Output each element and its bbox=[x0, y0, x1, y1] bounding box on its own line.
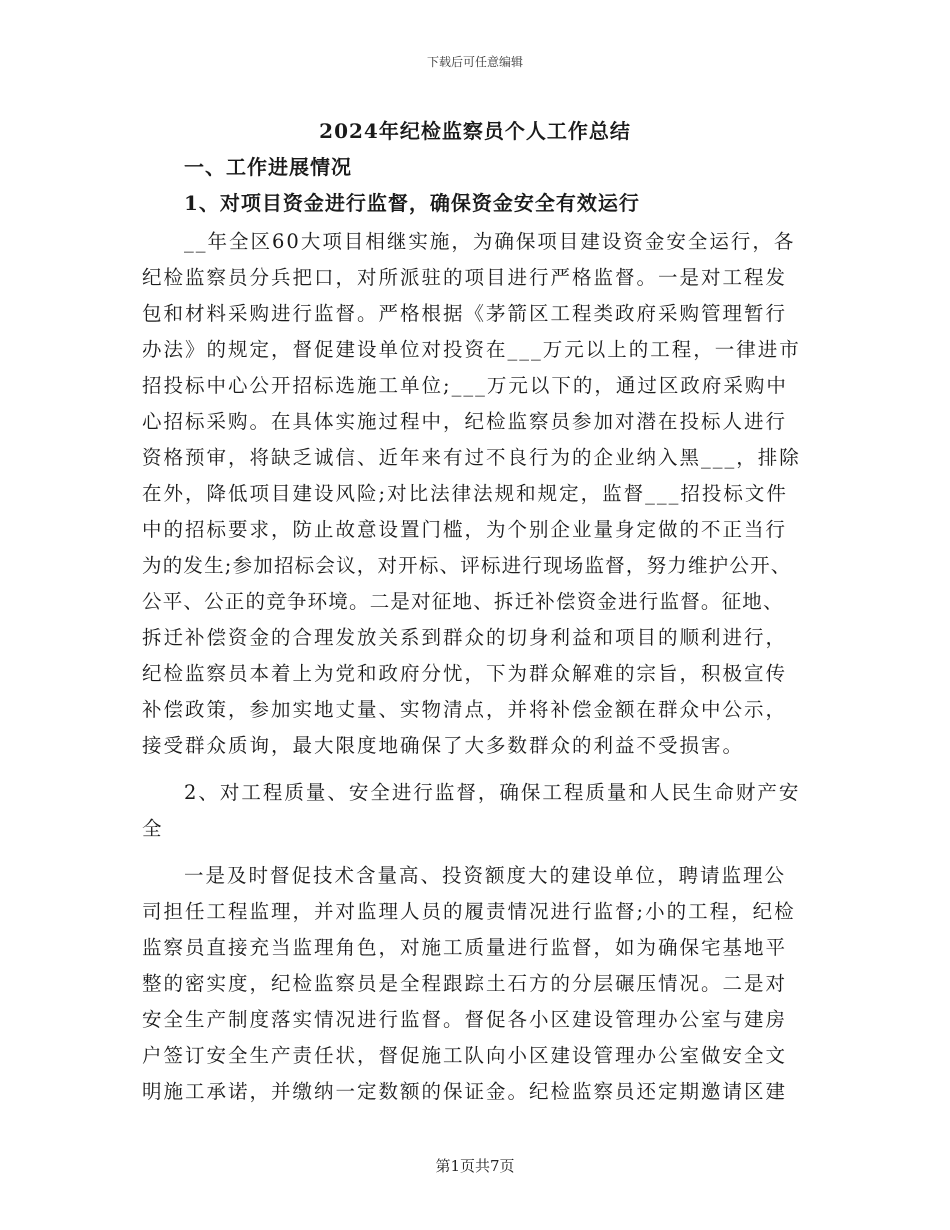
page-footer: 第1页共7页 bbox=[435, 1157, 515, 1175]
text-line: 办法》的规定，督促建设单位对投资在___万元以上的工程，一律进市 bbox=[142, 338, 801, 361]
document-title: 2024年纪检监察员个人工作总结 bbox=[319, 119, 631, 143]
text-line: 补偿政策，参加实地丈量、实物清点，并将补偿金额在群众中公示， bbox=[142, 698, 788, 721]
text-line: 纪检监察员分兵把口，对所派驻的项目进行严格监督。一是对工程发 bbox=[142, 266, 788, 289]
text-line: 司担任工程监理，并对监理人员的履责情况进行监督;小的工程，纪检 bbox=[142, 900, 796, 923]
text-line: 全 bbox=[142, 817, 164, 840]
text-line: 2、对工程质量、安全进行监督，确保工程质量和人民生命财产安 bbox=[184, 781, 801, 804]
text-line: 资格预审，将缺乏诚信、近年来有过不良行为的企业纳入黑___，排除 bbox=[142, 446, 801, 469]
text-line: 招投标中心公开招标选施工单位;___万元以下的，通过区政府采购中 bbox=[142, 374, 788, 397]
text-line: 拆迁补偿资金的合理发放关系到群众的切身利益和项目的顺利进行， bbox=[142, 626, 788, 649]
header-note: 下载后可任意编辑 bbox=[426, 55, 523, 69]
text-line: 一是及时督促技术含量高、投资额度大的建设单位，聘请监理公 bbox=[184, 864, 787, 887]
section-heading: 一、工作进展情况 bbox=[184, 155, 352, 179]
text-line: 监察员直接充当监理角色，对施工质量进行监督，如为确保宅基地平 bbox=[142, 936, 788, 959]
text-line: 包和材料采购进行监督。严格根据《茅箭区工程类政府采购管理暂行 bbox=[142, 302, 788, 325]
text-line: 在外，降低项目建设风险;对比法律法规和规定，监督___招投标文件 bbox=[142, 482, 788, 505]
text-line: 中的招标要求，防止故意设置门槛，为个别企业量身定做的不正当行 bbox=[142, 518, 788, 541]
text-line: 纪检监察员本着上为党和政府分忧，下为群众解难的宗旨，积极宣传 bbox=[142, 662, 788, 685]
subsection-heading-1: 1、对项目资金进行监督，确保资金安全有效运行 bbox=[184, 191, 640, 215]
text-line: 明施工承诺，并缴纳一定数额的保证金。纪检监察员还定期邀请区建 bbox=[142, 1080, 788, 1103]
text-line: 心招标采购。在具体实施过程中，纪检监察员参加对潜在投标人进行 bbox=[142, 410, 788, 433]
text-line: 为的发生;参加招标会议，对开标、评标进行现场监督，努力维护公开、 bbox=[142, 554, 792, 577]
text-line: 户签订安全生产责任状，督促施工队向小区建设管理办公室做安全文 bbox=[142, 1044, 788, 1067]
text-line: 公平、公正的竞争环境。二是对征地、拆迁补偿资金进行监督。征地、 bbox=[142, 590, 784, 613]
text-line: 整的密实度，纪检监察员是全程跟踪土石方的分层碾压情况。二是对 bbox=[142, 972, 788, 995]
text-line: 安全生产制度落实情况进行监督。督促各小区建设管理办公室与建房 bbox=[142, 1008, 788, 1031]
text-line: __年全区60大项目相继实施，为确保项目建设资金安全运行，各 bbox=[184, 230, 796, 253]
text-line: 接受群众质询，最大限度地确保了大多数群众的利益不受损害。 bbox=[142, 734, 745, 757]
